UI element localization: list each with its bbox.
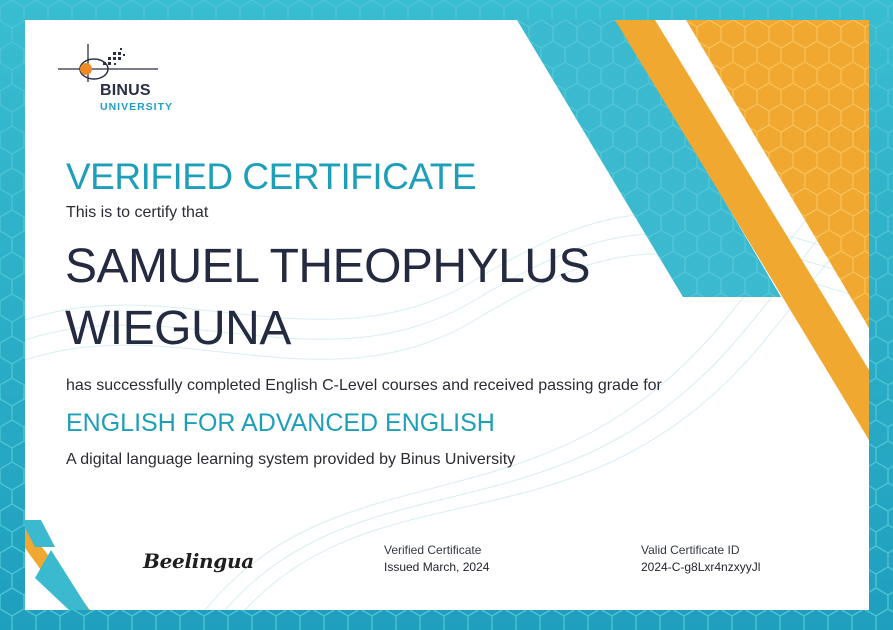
- certificate-card: [25, 20, 869, 610]
- logo-subtitle: UNIVERSITY: [100, 101, 174, 113]
- recipient-name-line-2: WIEGUNA: [65, 302, 291, 355]
- completion-text: has successfully completed English C-Level courses and received passing grade for: [66, 377, 662, 394]
- beelingua-logo: Beelingua: [143, 549, 254, 573]
- issued-date: Issued March, 2024: [384, 560, 490, 574]
- certificate-id-label: Valid Certificate ID: [641, 543, 740, 557]
- binus-logo: [58, 42, 188, 114]
- verified-certificate-label: Verified Certificate: [384, 543, 482, 557]
- recipient-name-line-1: SAMUEL THEOPHYLUS: [65, 240, 590, 293]
- course-name: ENGLISH FOR ADVANCED ENGLISH: [66, 409, 495, 437]
- logo-name: BINUS: [100, 82, 151, 99]
- certify-intro: This is to certify that: [66, 204, 209, 221]
- certificate-title: VERIFIED CERTIFICATE: [66, 156, 477, 197]
- recipient-name: [65, 236, 625, 360]
- certificate-id-value: 2024-C-g8Lxr4nzxyyJl: [641, 560, 761, 574]
- provider-text: A digital language learning system provided by Binus University: [66, 451, 516, 468]
- binus-logo-icon: [58, 42, 188, 82]
